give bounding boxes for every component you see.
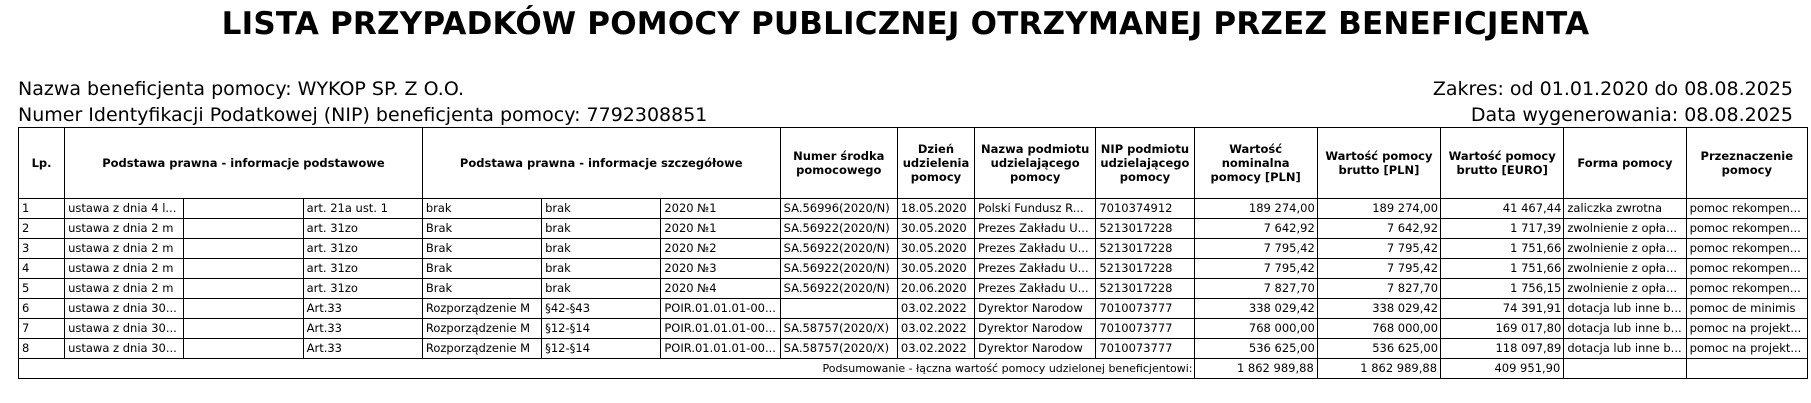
table-cell: Brak: [422, 239, 541, 259]
aid-table: [18, 127, 1808, 379]
table-header-row: [19, 128, 1808, 199]
table-cell: ustawa z dnia 2 m: [65, 239, 184, 259]
table-cell: brak: [542, 219, 661, 239]
table-cell: §12-§14: [542, 319, 661, 339]
table-cell: 2020 №1: [661, 199, 780, 219]
table-cell: zwolnienie z opła...: [1564, 259, 1686, 279]
table-cell: POIR.01.01.01-00...: [661, 339, 780, 359]
table-cell: 2020 №3: [661, 259, 780, 279]
table-cell: 7010073777: [1096, 319, 1194, 339]
table-cell: pomoc rekompen...: [1686, 219, 1807, 239]
table-cell: 7 827,70: [1317, 279, 1440, 299]
table-cell: 5213017228: [1096, 219, 1194, 239]
generation-date: Data wygenerowania: 08.08.2025: [1470, 104, 1793, 126]
summary-row: [19, 359, 1808, 379]
table-cell: 7 827,70: [1194, 279, 1317, 299]
table-cell: 2020 №4: [661, 279, 780, 299]
table-cell: 74 391,91: [1441, 299, 1564, 319]
table-cell: pomoc de minimis: [1686, 299, 1807, 319]
header-detailed-legal-basis: Podstawa prawna - informacje szczegółowe: [422, 128, 780, 199]
table-row: [19, 319, 1808, 339]
table-cell: ustawa z dnia 30...: [65, 319, 184, 339]
table-row: [19, 199, 1808, 219]
table-cell: 41 467,44: [1441, 199, 1564, 219]
table-cell: SA.56922(2020/N): [780, 239, 897, 259]
summary-label: Podsumowanie - łączna wartość pomocy udzielonej beneficjentowi:: [19, 359, 1195, 379]
table-cell: Art.33: [303, 299, 422, 319]
table-cell: art. 31zo: [303, 259, 422, 279]
table-cell: pomoc na projekt...: [1686, 319, 1807, 339]
table-cell: zwolnienie z opła...: [1564, 219, 1686, 239]
table-cell: Polski Fundusz R...: [975, 199, 1096, 219]
header-measure-number: Numer środka pomocowego: [780, 128, 897, 199]
table-cell: Rozporządzenie M: [422, 339, 541, 359]
table-cell: Brak: [422, 219, 541, 239]
table-cell: art. 31zo: [303, 279, 422, 299]
table-row: [19, 259, 1808, 279]
table-cell: Prezes Zakładu U...: [975, 259, 1096, 279]
table-cell: 536 625,00: [1194, 339, 1317, 359]
header-nominal-value: Wartość nominalna pomocy [PLN]: [1194, 128, 1317, 199]
table-cell: 7 795,42: [1317, 259, 1440, 279]
table-row: [19, 219, 1808, 239]
table-cell: art. 21a ust. 1: [303, 199, 422, 219]
header-gross-pln: Wartość pomocy brutto [PLN]: [1317, 128, 1440, 199]
table-cell: 7010073777: [1096, 339, 1194, 359]
table-cell: SA.56922(2020/N): [780, 259, 897, 279]
table-cell: Brak: [422, 259, 541, 279]
table-cell: [184, 319, 303, 339]
table-cell: ustawa z dnia 2 m: [65, 259, 184, 279]
table-cell: brak: [542, 279, 661, 299]
table-cell: zwolnienie z opła...: [1564, 279, 1686, 299]
summary-nominal: 1 862 989,88: [1194, 359, 1317, 379]
table-cell: 03.02.2022: [897, 299, 974, 319]
table-cell: 5213017228: [1096, 279, 1194, 299]
table-cell: 7 642,92: [1317, 219, 1440, 239]
table-cell: ustawa z dnia 30...: [65, 299, 184, 319]
table-cell: SA.56996(2020/N): [780, 199, 897, 219]
table-cell: 189 274,00: [1194, 199, 1317, 219]
table-cell: Rozporządzenie M: [422, 299, 541, 319]
table-cell: 1 751,66: [1441, 259, 1564, 279]
table-cell: 20.06.2020: [897, 279, 974, 299]
table-cell: brak: [422, 199, 541, 219]
table-cell: [184, 279, 303, 299]
table-cell: pomoc na projekt...: [1686, 339, 1807, 359]
table-cell: Art.33: [303, 339, 422, 359]
table-cell: Dyrektor Narodow: [975, 319, 1096, 339]
table-cell: [184, 239, 303, 259]
table-cell: [184, 299, 303, 319]
table-cell: ustawa z dnia 2 m: [65, 219, 184, 239]
table-cell: pomoc rekompen...: [1686, 199, 1807, 219]
table-cell: [184, 199, 303, 219]
table-cell: ustawa z dnia 2 m: [65, 279, 184, 299]
table-cell: dotacja lub inne b...: [1564, 339, 1686, 359]
table-cell: POIR.01.01.01-00...: [661, 299, 780, 319]
table-cell: dotacja lub inne b...: [1564, 319, 1686, 339]
table-cell: §12-§14: [542, 339, 661, 359]
beneficiary-name: Nazwa beneficjenta pomocy: WYKOP SP. Z O.O.: [18, 78, 465, 100]
summary-gross-eur: 409 951,90: [1441, 359, 1564, 379]
table-cell: 169 017,80: [1441, 319, 1564, 339]
table-cell: pomoc rekompen...: [1686, 239, 1807, 259]
header-aid-purpose: Przeznaczenie pomocy: [1686, 128, 1807, 199]
table-cell: art. 31zo: [303, 219, 422, 239]
summary-empty-cell: [1564, 359, 1686, 379]
table-cell: SA.58757(2020/X): [780, 319, 897, 339]
table-cell: [184, 219, 303, 239]
table-cell: 8: [19, 339, 65, 359]
header-grant-day: Dzień udzielenia pomocy: [897, 128, 974, 199]
table-cell: dotacja lub inne b...: [1564, 299, 1686, 319]
table-cell: 03.02.2022: [897, 339, 974, 359]
table-row: [19, 279, 1808, 299]
table-cell: POIR.01.01.01-00...: [661, 319, 780, 339]
table-cell: [780, 299, 897, 319]
table-cell: 18.05.2020: [897, 199, 974, 219]
table-cell: SA.58757(2020/X): [780, 339, 897, 359]
table-cell: pomoc rekompen...: [1686, 259, 1807, 279]
table-cell: 5213017228: [1096, 259, 1194, 279]
table-cell: Rozporządzenie M: [422, 319, 541, 339]
table-cell: pomoc rekompen...: [1686, 279, 1807, 299]
table-cell: 189 274,00: [1317, 199, 1440, 219]
header-lp: Lp.: [19, 128, 65, 199]
table-cell: 536 625,00: [1317, 339, 1440, 359]
table-cell: 2020 №1: [661, 219, 780, 239]
table-cell: 7: [19, 319, 65, 339]
table-cell: [184, 259, 303, 279]
table-cell: 338 029,42: [1317, 299, 1440, 319]
table-cell: 1 751,66: [1441, 239, 1564, 259]
table-cell: §42-§43: [542, 299, 661, 319]
table-cell: 7 642,92: [1194, 219, 1317, 239]
table-cell: 7010374912: [1096, 199, 1194, 219]
table-cell: 4: [19, 259, 65, 279]
table-cell: 7010073777: [1096, 299, 1194, 319]
table-cell: brak: [542, 199, 661, 219]
table-cell: [184, 339, 303, 359]
date-range: Zakres: od 01.01.2020 do 08.08.2025: [1432, 78, 1793, 100]
table-cell: brak: [542, 259, 661, 279]
table-cell: 7 795,42: [1194, 259, 1317, 279]
table-cell: 3: [19, 239, 65, 259]
header-aid-form: Forma pomocy: [1564, 128, 1686, 199]
table-cell: 338 029,42: [1194, 299, 1317, 319]
summary-gross-pln: 1 862 989,88: [1317, 359, 1440, 379]
table-row: [19, 239, 1808, 259]
table-cell: 30.05.2020: [897, 259, 974, 279]
table-cell: Prezes Zakładu U...: [975, 219, 1096, 239]
table-cell: 30.05.2020: [897, 219, 974, 239]
table-cell: 03.02.2022: [897, 319, 974, 339]
table-cell: zwolnienie z opła...: [1564, 239, 1686, 259]
table-row: [19, 299, 1808, 319]
table-row: [19, 339, 1808, 359]
table-cell: SA.56922(2020/N): [780, 219, 897, 239]
header-grantor-nip: NIP podmiotu udzielającego pomocy: [1096, 128, 1194, 199]
table-cell: SA.56922(2020/N): [780, 279, 897, 299]
table-cell: brak: [542, 239, 661, 259]
table-cell: art. 31zo: [303, 239, 422, 259]
table-cell: 1: [19, 199, 65, 219]
table-cell: Dyrektor Narodow: [975, 299, 1096, 319]
table-cell: 768 000,00: [1317, 319, 1440, 339]
table-cell: 1 717,39: [1441, 219, 1564, 239]
table-cell: 5: [19, 279, 65, 299]
table-cell: Prezes Zakładu U...: [975, 239, 1096, 259]
header-gross-eur: Wartość pomocy brutto [EURO]: [1441, 128, 1564, 199]
table-cell: 2: [19, 219, 65, 239]
table-cell: 30.05.2020: [897, 239, 974, 259]
table-cell: 7 795,42: [1194, 239, 1317, 259]
table-cell: Dyrektor Narodow: [975, 339, 1096, 359]
table-cell: 768 000,00: [1194, 319, 1317, 339]
page-title: LISTA PRZYPADKÓW POMOCY PUBLICZNEJ OTRZYMANEJ PRZEZ BENEFICJENTA: [221, 6, 1590, 42]
table-cell: Art.33: [303, 319, 422, 339]
table-cell: zaliczka zwrotna: [1564, 199, 1686, 219]
table-cell: Brak: [422, 279, 541, 299]
table-cell: ustawa z dnia 4 l...: [65, 199, 184, 219]
header-grantor-name: Nazwa podmiotu udzielającego pomocy: [975, 128, 1096, 199]
header-basic-legal-basis: Podstawa prawna - informacje podstawowe: [65, 128, 423, 199]
table-cell: ustawa z dnia 30...: [65, 339, 184, 359]
table-cell: 6: [19, 299, 65, 319]
table-cell: Prezes Zakładu U...: [975, 279, 1096, 299]
table-cell: 5213017228: [1096, 239, 1194, 259]
beneficiary-nip: Numer Identyfikacji Podatkowej (NIP) beneficjenta pomocy: 7792308851: [18, 104, 708, 126]
summary-empty-cell: [1686, 359, 1807, 379]
table-cell: 118 097,89: [1441, 339, 1564, 359]
table-cell: 1 756,15: [1441, 279, 1564, 299]
table-cell: 2020 №2: [661, 239, 780, 259]
table-cell: 7 795,42: [1317, 239, 1440, 259]
